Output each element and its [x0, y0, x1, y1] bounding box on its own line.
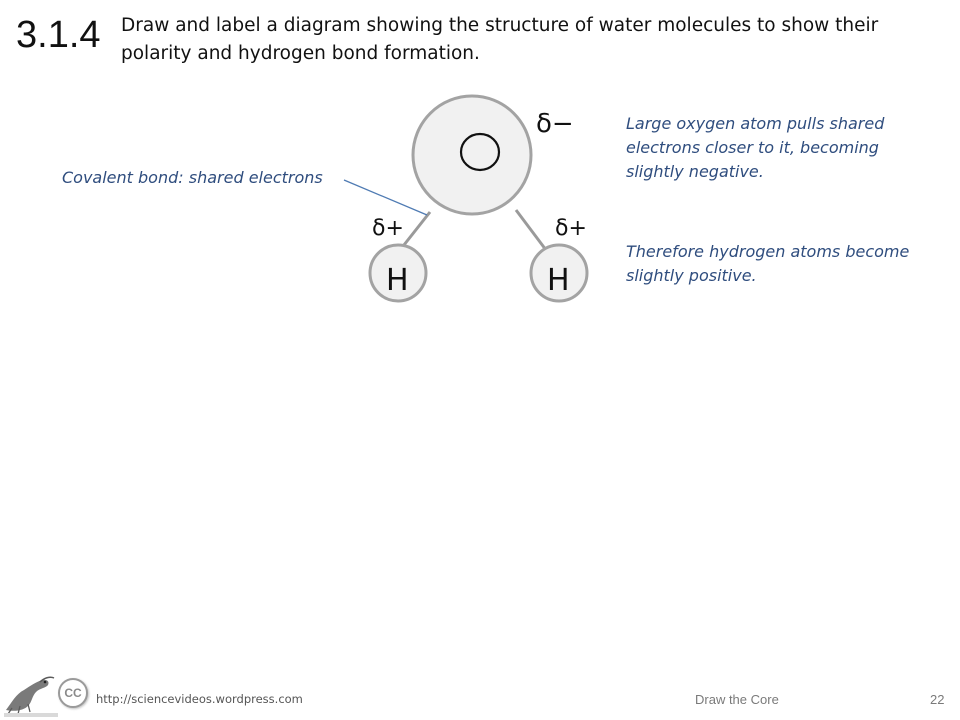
bond-right — [516, 210, 546, 250]
hydrogen-annotation: Therefore hydrogen atoms become slightly positive. — [626, 242, 910, 285]
logo-icon — [2, 672, 60, 718]
covalent-bond-leader-line — [344, 180, 427, 215]
charge-hydrogen-left: δ+ — [372, 216, 404, 241]
hydrogen-left-label: H — [386, 263, 409, 298]
covalent-bond-annotation: Covalent bond: shared electrons — [62, 168, 323, 187]
charge-oxygen: δ− — [536, 109, 574, 139]
hydrogen-right-label: H — [547, 263, 570, 298]
footer-url-link[interactable]: http://sciencevideos.wordpress.com — [96, 692, 303, 706]
page-number: 22 — [930, 692, 945, 707]
charge-hydrogen-right: δ+ — [555, 216, 587, 241]
slide-title: Draw and label a diagram showing the structure of water molecules to show their polarity and hydrogen bond formation. — [121, 15, 879, 64]
creative-commons-icon: CC — [58, 678, 88, 708]
oxygen-atom — [413, 96, 531, 214]
slide-number: 3.1.4 — [16, 14, 101, 56]
oxygen-annotation: Large oxygen atom pulls shared electrons closer to it, becoming slightly negative. — [626, 114, 885, 181]
footer-center-text: Draw the Core — [695, 692, 779, 707]
